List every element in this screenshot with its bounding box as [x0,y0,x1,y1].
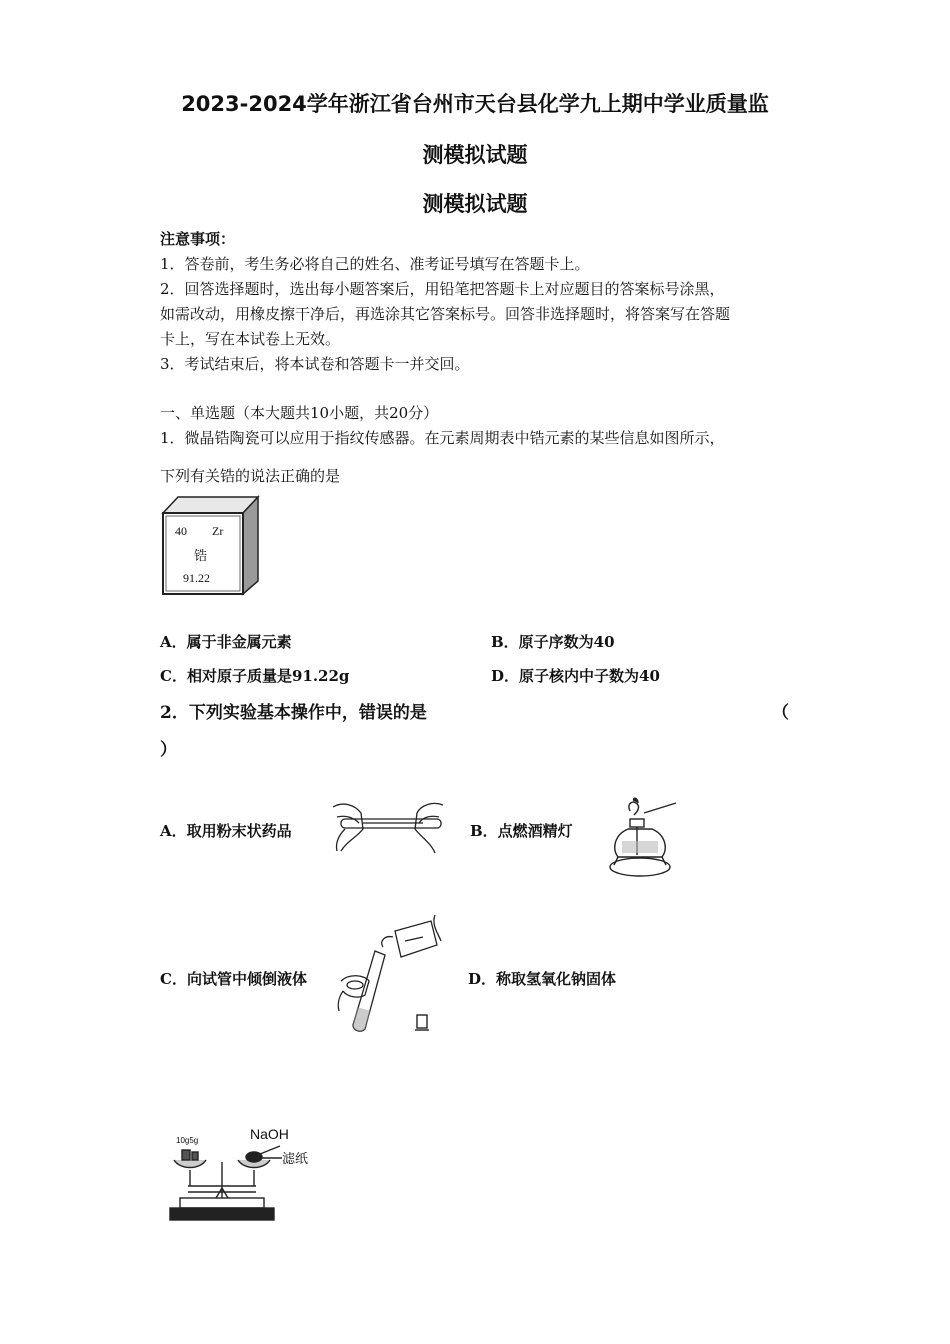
small-checkbox-icon [414,1013,430,1033]
balance-illustration [164,1122,326,1224]
q2-option-d[interactable]: D．称取氢氧化钠固体 [468,970,617,988]
notice-item-2-line2: 如需改动，用橡皮擦干净后，再选涂其它答案标号。回答非选择题时，将答案写在答题 [160,305,731,323]
element-name: 锆 [194,549,208,564]
element-atomic-number: 40 [175,524,187,538]
q1-option-a[interactable]: A．属于非金属元素 [160,633,292,651]
q1-option-d[interactable]: D．原子核内中子数为40 [491,667,660,685]
notice-item-3: 3．考试结束后，将本试卷和答题卡一并交回。 [160,355,470,373]
page-subtitle: 测模拟试题 [422,192,528,216]
alcohol-lamp-illustration [604,797,680,881]
q2-paren-close: ） [160,740,177,760]
q2-paren-open: （ [772,703,789,723]
balance-weight-label: 10g5g [176,1136,199,1145]
notice-heading: 注意事项： [160,230,236,248]
q1-option-b[interactable]: B．原子序数为40 [491,633,615,651]
q2-stem: 2．下列实验基本操作中，错误的是 [160,703,427,723]
element-card [158,493,264,597]
page-title: 2023-2024学年浙江省台州市天台县化学九上期中学业质量监 [181,92,769,116]
q2-option-b[interactable]: B．点燃酒精灯 [470,822,573,840]
element-atomic-mass: 91.22 [183,571,210,585]
notice-item-1: 1．答卷前，考生务必将自己的姓名、准考证号填写在答题卡上。 [160,255,590,273]
q1-stem-line1: 1．微晶锆陶瓷可以应用于指纹传感器。在元素周期表中锆元素的某些信息如图所示， [160,429,725,447]
powder-test-tube-illustration [323,793,453,857]
q2-option-a[interactable]: A．取用粉末状药品 [160,822,292,840]
notice-item-2-line3: 卡上，写在本试卷上无效。 [160,330,341,348]
q1-option-c[interactable]: C．相对原子质量是91.22g [160,667,350,685]
notice-item-2-line1: 2．回答选择题时，选出每小题答案后，用铅笔把答题卡上对应题目的答案标号涂黑， [160,280,725,298]
element-symbol: Zr [212,524,224,538]
q2-option-c[interactable]: C．向试管中倾倒液体 [160,970,307,988]
page-title-line2: 测模拟试题 [422,143,528,167]
balance-filter-paper-label: 滤纸 [282,1152,309,1167]
section-heading: 一、单选题（本大题共10小题，共20分） [160,404,439,422]
balance-naoh-label: NaOH [250,1126,289,1142]
q1-stem-line2: 下列有关锆的说法正确的是 [160,467,341,485]
